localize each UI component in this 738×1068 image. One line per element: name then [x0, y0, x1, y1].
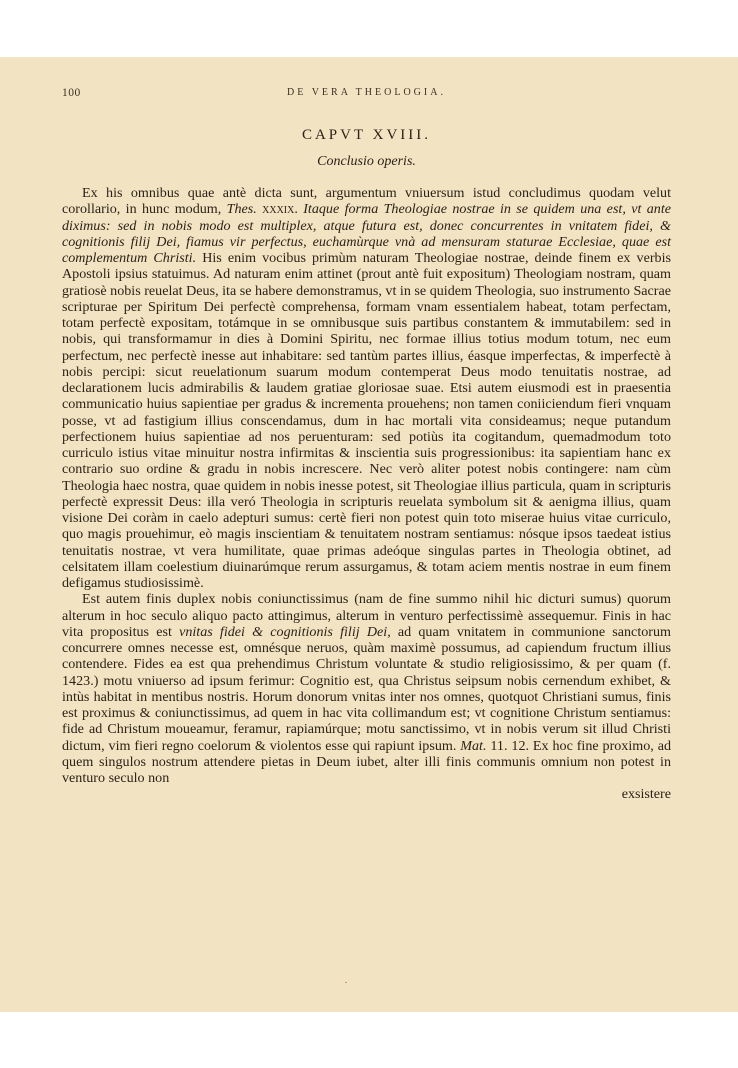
thesis-quote: Itaque forma Theologiae nostrae in se quidem una est, vt ante diximus: sed in nobis modo est multiplex, atque futura est, donec concurrentes in vnitatem fidei, & cognitionis filij Dei, fiamus vir perfectus, euchamùrque vnà ad mensuram staturae Ecclesiae, quae est complementum Christi.	[62, 201, 671, 266]
paragraph-2-text-c: Ex hoc fine proximo, ad quem singulos nostrum attendere pietas in Deum iubet, alter illi finis communis omnium non potest in venturo seculo non	[62, 737, 671, 786]
paper-speck	[345, 982, 347, 983]
paragraph-2-text-b: ad quam vnitatem in communione sanctorum concurrere omnes necesse est, omnésque neruos, quàm maximè possumus, ad capiendum fructum illius contendere. Fides ea est qua prehendimus Christum voluntate & studio religiosissimo, & per quam (f. 1423.) motu vniuerso ad ipsum ferimur: Cognitio est, qua Christus seipsum nobis cernendum exhibet, & intùs habitat in mentibus nostris. Horum donorum vnitas inter nos omnes, quotquot Christiani sumus, finis est proximus & coniunctissimus, ad quem in hac vita collimandum est; vt cognitione Christum sentiamus: fide ad Christum moueamur, feramur, rapiamúrque; motu sanctissimo, vt in nobis verum sit illud Christi dictum, vim fieri regno coelorum & violentos esse qui rapiunt ipsum.	[62, 623, 671, 754]
thesis-number: xxxix.	[262, 201, 298, 218]
scripture-verse: 11. 12.	[490, 737, 530, 754]
thesis-reference: Thes.	[226, 201, 257, 218]
chapter-title: CAPVT XVIII.	[301, 127, 432, 143]
paragraph-2-text-a: Est autem finis duplex nobis coniunctissimus (nam de fine summo nihil hic dicturi sumus) quorum alterum in hoc seculo aliquo pacto attingimus, alterum in venturo perfectissimè assequemur. Finis in hac vita propositus est	[62, 591, 671, 640]
book-page	[0, 57, 738, 1012]
paragraph-1-text-b: His enim vocibus primùm naturam Theologiae nostrae, deinde finem ex verbis Apostoli ipsius statuimus. Ad naturam enim attinet (prout antè fuit expositum) Theologiam nostram, quam gratiosè nobis reuelat Deus, ita se habere demonstramus, vt in se quidem Theologia, suo instrumento Sacrae scripturae per Spiritum Dei perfectè comprehensa, formam vnam essentialem habeat, totam perfectam, totam perfectè expositam, totámque in se omnibusque suis partibus constantem & immutabilem: sed in nobis, qui transformamur in dies à Domini Spiritu, nec formae illius totius modum totum, nec eum perfectum, nec perfectè inesse aut inhabitare: sed tantùm partes illius, éasque imperfectas, & imperfectè à nobis percipi: sicut reuelationum suarum modum contemperat Deus modo tenuitatis nostrae, ad declarationem lucis admirabilis & laudem gratiae gloriosae suae. Etsi autem eiusmodi est in praesentia communicatio huius sapientiae per gradus & incrementa prouehens; non tamen coniiciendum fieri vnquam posse, vt ad fastigium illius conscendamus, dum in hac mortali vita consideamus; neque putandum perfectionem huius sapientiae ad nos peruenturam: sed potiùs ita cogitandum, quemadmodum toto curriculo istius vitae minuitur nostra infirmitas & inscientia suis progressionibus: ita sapientiam hanc ex contrario suo ordine & gradu in nobis increscere. Nec verò aliter potest nobis contingere: nam cùm Theologia haec nostra, quae quidem in nobis inesse potest, sit Theologiae illius particula, quam in scripturis perfectè expressit Deus: illa veró Theologia in scripturis reuelata symbolum sit & aenigma illius, quam visione Dei coràm in caelo adepturi sumus: certè fieri non potest quin toto miserae huius vitae curriculo, quo magis prouehimur, eò magis inscientiam & tenuitatem nostram sentiamus: nósque ipsos taedeat istius tenuitatis nostrae, vt vera humilitate, quae primas adeóque singulas partes in Theologia obtinet, ad celsitatem illam coelestium diuinarúmque rerum assurgamus, & totam aciem mentis nostrae in eum finem defigamus studiosissimè.	[62, 250, 671, 591]
catchword: exsistere	[621, 786, 671, 803]
paragraph-1-text-a: Ex his omnibus quae antè dicta sunt, argumentum vniuersum istud concludimus quodam velut corollario, in hunc modum,	[62, 185, 671, 218]
scripture-book: Mat.	[460, 737, 487, 754]
page-number: 100	[62, 87, 81, 99]
scripture-phrase: vnitas fidei & cognitionis filij Dei,	[179, 623, 391, 640]
running-head	[62, 87, 671, 107]
chapter-subtitle: Conclusio operis.	[317, 154, 416, 169]
paragraph-conclusion-2	[62, 591, 671, 786]
paragraph-conclusion-1	[62, 185, 671, 591]
running-title: DE VERA THEOLOGIA.	[287, 87, 446, 98]
